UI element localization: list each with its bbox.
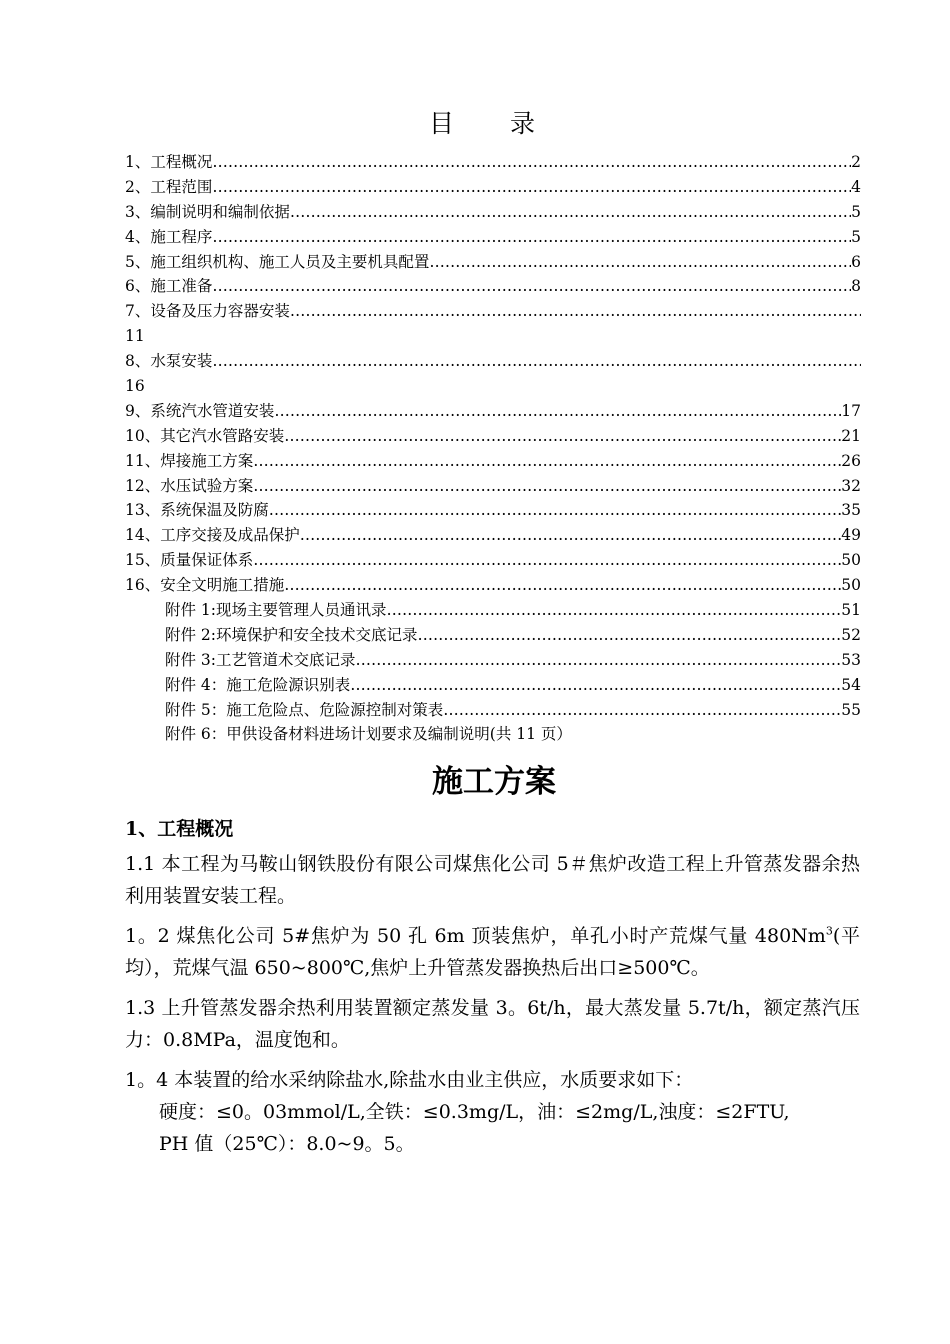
toc-entry[interactable] bbox=[125, 399, 861, 424]
toc-leader-dots bbox=[418, 623, 842, 648]
toc-leader-dots bbox=[290, 200, 851, 225]
toc-entry-label: 11、焊接施工方案 bbox=[125, 451, 254, 470]
toc-entry-label: 16、安全文明施工措施 bbox=[125, 576, 285, 595]
toc-leader-dots bbox=[253, 449, 841, 474]
paragraph: PH 值（25℃）：8.0~9。5。 bbox=[159, 1133, 415, 1155]
superscript: 3 bbox=[825, 924, 833, 938]
toc-appendix-entry[interactable] bbox=[125, 673, 861, 698]
toc-entry[interactable] bbox=[125, 449, 861, 474]
toc-entry-page: 54 bbox=[841, 675, 861, 694]
toc-entry[interactable] bbox=[125, 523, 861, 548]
toc-leader-dots bbox=[253, 474, 841, 499]
toc-entry-label: 1、工程概况 bbox=[125, 152, 213, 171]
toc-entry-label: 12、水压试验方案 bbox=[125, 476, 254, 495]
toc-leader-dots bbox=[300, 523, 842, 548]
toc-entry-page: 26 bbox=[841, 451, 861, 470]
toc-entry-page-wrapped: 16 bbox=[125, 377, 145, 396]
toc-entry[interactable] bbox=[125, 299, 861, 324]
toc-entry-page: 8 bbox=[851, 277, 861, 296]
toc-leader-dots bbox=[429, 250, 851, 275]
toc-entry-label: 附件 4：施工危险源识别表 bbox=[165, 675, 351, 694]
toc-entry-label: 5、施工组织机构、施工人员及主要机具配置 bbox=[125, 252, 430, 271]
main-title: 施工方案 bbox=[432, 764, 556, 800]
toc-entry-page: 17 bbox=[841, 401, 861, 420]
toc-entry-page: 52 bbox=[841, 625, 861, 644]
toc-entry-page: 5 bbox=[851, 202, 861, 221]
toc-entry-label: 14、工序交接及成品保护 bbox=[125, 526, 300, 545]
toc-appendix-entry[interactable] bbox=[125, 722, 861, 747]
toc-entry-label: 6、施工准备 bbox=[125, 277, 213, 296]
toc-entry[interactable] bbox=[125, 349, 861, 374]
toc-leader-dots bbox=[290, 299, 861, 324]
toc-entry[interactable] bbox=[125, 424, 861, 449]
toc-entry-label: 3、编制说明和编制依据 bbox=[125, 202, 290, 221]
toc-entry[interactable] bbox=[125, 200, 861, 225]
toc-entry-label: 7、设备及压力容器安装 bbox=[125, 302, 290, 321]
toc-entry-label: 2、工程范围 bbox=[125, 177, 213, 196]
toc-appendix-entry[interactable] bbox=[125, 598, 861, 623]
toc-entry-label: 附件 2:环境保护和安全技术交底记录 bbox=[165, 625, 418, 644]
toc-entry[interactable] bbox=[125, 474, 861, 499]
toc-entry-page: 5 bbox=[851, 227, 861, 246]
toc-leader-dots bbox=[253, 548, 841, 573]
toc-entry-label: 8、水泵安装 bbox=[125, 352, 213, 371]
toc-entry-page: 53 bbox=[841, 650, 861, 669]
toc-title: 目 录 bbox=[429, 109, 559, 138]
toc-leader-dots bbox=[350, 673, 841, 698]
paragraph: 1.3 上升管蒸发器余热利用装置额定蒸发量 3。6t/h，最大蒸发量 5.7t/h，额定蒸汽压力：0.8MPa，温度饱和。 bbox=[125, 997, 860, 1051]
toc-leader-dots bbox=[269, 498, 842, 523]
toc-leader-dots bbox=[356, 648, 842, 673]
paragraph: 1.1 本工程为马鞍山钢铁股份有限公司煤焦化公司 5＃焦炉改造工程上升管蒸发器余热利用装置安装工程。 bbox=[125, 853, 860, 907]
toc-entry-label: 附件 3:工艺管道术交底记录 bbox=[165, 650, 356, 669]
toc-entry-page: 2 bbox=[851, 152, 861, 171]
toc-entry-page: 32 bbox=[841, 476, 861, 495]
table-of-contents bbox=[125, 150, 861, 747]
toc-entry-page: 4 bbox=[851, 177, 861, 196]
paragraph-text: (平均），荒煤气温 650~800℃,焦炉上升管蒸发器换热后出口≥500℃。 bbox=[125, 925, 860, 979]
toc-entry[interactable] bbox=[125, 498, 861, 523]
toc-entry-page: 35 bbox=[841, 501, 861, 520]
paragraph bbox=[125, 920, 860, 984]
toc-entry-label: 13、系统保温及防腐 bbox=[125, 501, 269, 520]
toc-entry-page-wrapped: 11 bbox=[125, 327, 145, 346]
toc-leader-dots bbox=[212, 349, 861, 374]
toc-entry-page: 50 bbox=[841, 576, 861, 595]
section-body bbox=[125, 848, 860, 1168]
toc-leader-dots bbox=[274, 399, 841, 424]
toc-entry[interactable] bbox=[125, 250, 861, 275]
toc-appendix-entry[interactable] bbox=[125, 648, 861, 673]
toc-entry-label: 附件 5：施工危险点、危险源控制对策表 bbox=[165, 700, 444, 719]
toc-entry[interactable] bbox=[125, 274, 861, 299]
toc-entry-page: 21 bbox=[841, 426, 861, 445]
paragraph-text: 1。2 煤焦化公司 5#焦炉为 50 孔 6m 顶装焦炉，单孔小时产荒煤气量 480Nm bbox=[125, 925, 826, 947]
toc-entry-page: 55 bbox=[841, 700, 861, 719]
toc-entry[interactable] bbox=[125, 548, 861, 573]
toc-leader-dots bbox=[284, 424, 841, 449]
toc-appendix-entry[interactable] bbox=[125, 698, 861, 723]
toc-entry-page: 49 bbox=[841, 526, 861, 545]
toc-entry-label: 15、质量保证体系 bbox=[125, 551, 254, 570]
toc-leader-dots bbox=[212, 274, 851, 299]
toc-entry-label: 4、施工程序 bbox=[125, 227, 213, 246]
toc-leader-dots bbox=[387, 598, 842, 623]
toc-entry-label: 10、其它汽水管路安装 bbox=[125, 426, 285, 445]
section-heading: 1、工程概况 bbox=[125, 818, 234, 840]
paragraph: 硬度：≤0。03mmol/L,全铁：≤0.3mg/L，油：≤2mg/L,浊度：≤2FTU, bbox=[159, 1101, 790, 1123]
toc-leader-dots bbox=[212, 225, 851, 250]
toc-entry-page: 50 bbox=[841, 551, 861, 570]
paragraph: 1。4 本装置的给水采纳除盐水,除盐水由业主供应，水质要求如下： bbox=[125, 1069, 694, 1091]
toc-entry[interactable] bbox=[125, 175, 861, 200]
toc-entry[interactable] bbox=[125, 225, 861, 250]
toc-entry-label: 附件 1:现场主要管理人员通讯录 bbox=[165, 601, 387, 620]
toc-entry[interactable] bbox=[125, 150, 861, 175]
toc-entry[interactable] bbox=[125, 573, 861, 598]
toc-appendix-entry[interactable] bbox=[125, 623, 861, 648]
toc-entry-label: 附件 6：甲供设备材料进场计划要求及编制说明(共 11 页） bbox=[165, 725, 572, 744]
toc-leader-dots bbox=[284, 573, 841, 598]
toc-leader-dots bbox=[212, 150, 851, 175]
toc-leader-dots bbox=[443, 698, 841, 723]
toc-entry-page: 51 bbox=[841, 601, 861, 620]
toc-leader-dots bbox=[212, 175, 851, 200]
toc-entry-page: 6 bbox=[851, 252, 861, 271]
toc-entry-label: 9、系统汽水管道安装 bbox=[125, 401, 275, 420]
